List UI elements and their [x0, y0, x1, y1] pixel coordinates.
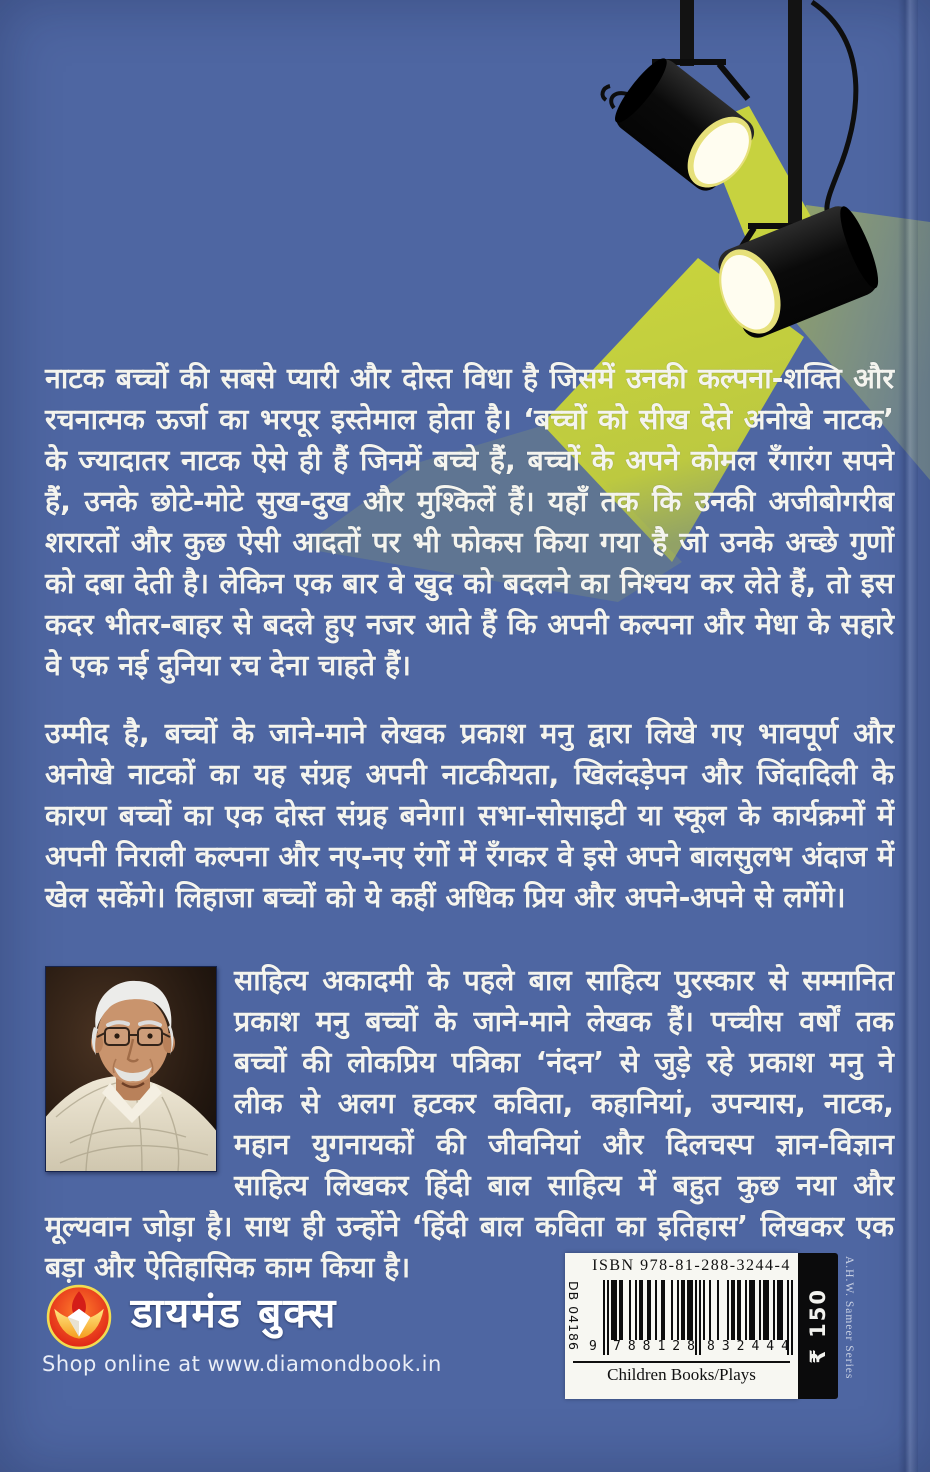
barcode-digit-group2: 832444 — [707, 1339, 796, 1354]
publisher-name: डायमंड बुक्स — [131, 1289, 338, 1337]
barcode-digit-lead: 9 — [589, 1339, 597, 1354]
category-divider — [573, 1361, 790, 1363]
catalog-code: DB 04186 — [566, 1281, 581, 1351]
barcode-digits — [589, 1339, 796, 1355]
author-section — [45, 960, 894, 1288]
isbn-text: ISBN 978-81-288-3244-4 — [592, 1257, 791, 1274]
series-edge-text: A.H.W. Sameer Series — [843, 1256, 855, 1380]
price-label: ₹ 150 — [806, 1288, 830, 1364]
publisher-tagline: Shop online at www.diamondbook.in — [42, 1352, 442, 1376]
blurb-paragraph-1: नाटक बच्चों की सबसे प्यारी और दोस्त विधा है जिसमें उनकी कल्पना-शक्ति और रचनात्मक ऊर्जा का भरपूर इस्तेमाल होता है। ‘बच्चों को सीख देते अनोखे नाटक’ के ज्यादातर नाटक ऐसे ही हैं जिनमें बच्चे हैं, बच्चों के अपने कोमल रँगारंग सपने हैं, उनके छोटे-मोटे सुख-दुख और मुश्किलें हैं। यहाँ तक कि उनकी अजीबोगरीब शरारतों और कुछ ऐसी आदतों पर भी फोकस किया गया है जो उनके अच्छे गुणों को दबा देती है। लेकिन एक बार वे खुद को बदलने का निश्चय कर लेते हैं, तो इस कदर भीतर-बाहर से बदले हुए नजर आते हैं कि अपनी कल्पना और मेधा के सहारे वे एक नई दुनिया रच देना चाहते हैं। — [45, 362, 894, 682]
diamond-books-logo-icon — [46, 1284, 112, 1350]
price-strip — [798, 1253, 838, 1399]
author-bio-text: साहित्य अकादमी के पहले बाल साहित्य पुरस्कार से सम्मानित प्रकाश मनु बच्चों के जाने-माने लेखक हैं। पच्चीस वर्षों तक बच्चों की लोकप्रिय पत्रिका ‘नंदन’ से जुड़े रहे प्रकाश मनु ने लीक से अलग हटकर कविता, कहानियां, उपन्यास, नाटक, महान युगनायकों की जीवनियां और दिलचस्प ज्ञान-विज्ञान साहित्य लिखकर हिंदी बाल साहित्य में बहुत कुछ नया और मूल्यवान जोड़ा है। साथ ही उन्होंने ‘हिंदी बाल कविता का इतिहास’ लिखकर एक बड़ा और ऐतिहासिक काम किया है। — [45, 964, 894, 1284]
blurb-paragraph-2: उम्मीद है, बच्चों के जाने-माने लेखक प्रकाश मनु द्वारा लिखे गए भावपूर्ण और अनोखे नाटकों का यह संग्रह अपनी नाटकीयता, खिलंदड़ेपन और जिंदादिली के कारण बच्चों का एक दोस्त संग्रह बनेगा। सभा-सोसाइटी या स्कूल के कार्यक्रमों में अपनी निराली कल्पना और नए-नए रंगों में रँगकर वे इसे अपने बालसुलभ अंदाज में खेल सकेंगे। लिहाजा बच्चों को ये कहीं अधिक प्रिय और अपने-अपने से लगेंगे। — [45, 717, 894, 914]
author-photo — [45, 966, 217, 1172]
back-cover-text — [45, 358, 894, 1288]
barcode-panel — [565, 1253, 798, 1399]
barcode-digit-group1: 788128 — [613, 1339, 702, 1354]
category-label: Children Books/Plays — [607, 1365, 756, 1384]
